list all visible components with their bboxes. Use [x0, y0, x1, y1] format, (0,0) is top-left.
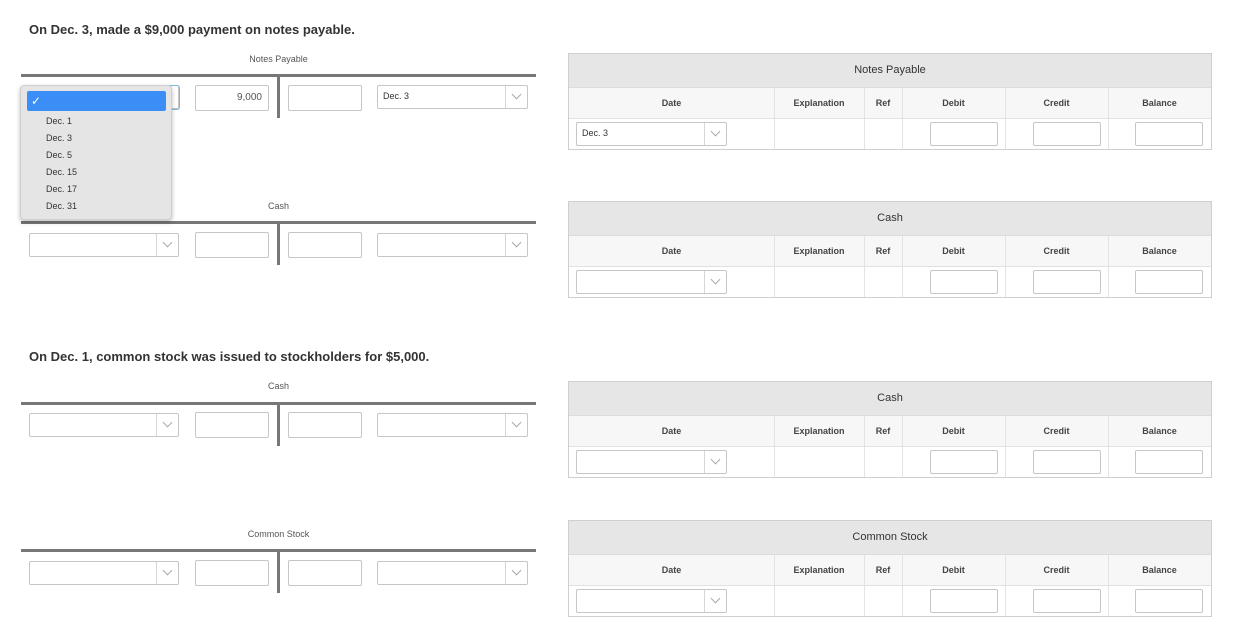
ledger-credit-input[interactable]	[1033, 450, 1101, 474]
ledger-row	[569, 447, 1211, 477]
cash-2-credit-amount-input[interactable]	[288, 412, 362, 438]
common-stock-debit-amount-input[interactable]	[195, 560, 269, 586]
dropdown-option[interactable]: Dec. 15	[46, 167, 78, 177]
chevron-down-icon	[505, 414, 527, 436]
col-ref: Ref	[875, 426, 891, 436]
select-value: Dec. 3	[582, 128, 609, 138]
ledger-column-headers	[569, 235, 1211, 267]
ledger-title: Cash	[569, 202, 1211, 235]
taccount-common-stock-title: Common Stock	[247, 529, 310, 539]
col-explanation: Explanation	[793, 98, 845, 108]
dropdown-option[interactable]: Dec. 17	[46, 184, 78, 194]
dropdown-option[interactable]: Dec. 1	[46, 116, 73, 126]
col-balance: Balance	[1142, 98, 1177, 108]
col-explanation: Explanation	[793, 426, 845, 436]
taccount-vertical-line	[277, 549, 280, 593]
chevron-down-icon	[704, 590, 726, 612]
notes-payable-credit-date-select[interactable]	[377, 85, 528, 109]
ledger-date-select[interactable]	[576, 589, 727, 613]
col-date: Date	[661, 246, 682, 256]
notes-payable-debit-amount-input[interactable]: 9,000	[195, 85, 269, 111]
col-debit: Debit	[942, 565, 965, 575]
col-credit: Credit	[1043, 565, 1070, 575]
ledger-debit-input[interactable]	[930, 122, 998, 146]
cash-1-credit-amount-input[interactable]	[288, 232, 362, 258]
ledger-date-select[interactable]	[576, 122, 727, 146]
dropdown-selected-option[interactable]	[27, 91, 166, 111]
ledger-balance-input[interactable]	[1135, 450, 1203, 474]
taccount-vertical-line	[277, 221, 280, 265]
ledger-column-headers	[569, 554, 1211, 586]
ledger-cash	[568, 381, 1212, 478]
taccount-cash-title: Cash	[267, 201, 289, 211]
common-stock-credit-date-select[interactable]	[377, 561, 528, 585]
question-2-text: On Dec. 1, common stock was issued to stockholders for $5,000.	[29, 349, 430, 364]
ledger-debit-input[interactable]	[930, 589, 998, 613]
chevron-down-icon	[505, 86, 527, 108]
dropdown-option[interactable]: Dec. 5	[46, 150, 73, 160]
dropdown-option[interactable]: Dec. 31	[46, 201, 78, 211]
chevron-down-icon	[156, 562, 178, 584]
ledger-cash	[568, 201, 1212, 298]
ledger-notes-payable	[568, 53, 1212, 150]
chevron-down-icon	[704, 451, 726, 473]
ledger-title: Common Stock	[569, 521, 1211, 554]
col-ref: Ref	[875, 98, 891, 108]
chevron-down-icon	[505, 562, 527, 584]
col-debit: Debit	[942, 246, 965, 256]
col-balance: Balance	[1142, 246, 1177, 256]
ledger-row	[569, 267, 1211, 297]
col-balance: Balance	[1142, 426, 1177, 436]
ledger-date-select[interactable]	[576, 450, 727, 474]
ledger-credit-input[interactable]	[1033, 122, 1101, 146]
col-explanation: Explanation	[793, 565, 845, 575]
select-value: Dec. 3	[383, 91, 410, 101]
col-credit: Credit	[1043, 98, 1070, 108]
taccount-vertical-line	[277, 402, 280, 446]
dropdown-option[interactable]: Dec. 3	[46, 133, 73, 143]
ledger-row	[569, 586, 1211, 616]
ledger-credit-input[interactable]	[1033, 589, 1101, 613]
ledger-title: Cash	[569, 382, 1211, 415]
col-date: Date	[661, 98, 682, 108]
taccount-notes-payable-title: Notes Payable	[249, 54, 308, 64]
ledger-debit-input[interactable]	[930, 270, 998, 294]
ledger-title: Notes Payable	[569, 54, 1211, 87]
checkmark-icon: ✓	[31, 94, 42, 108]
chevron-down-icon	[156, 414, 178, 436]
ledger-column-headers	[569, 415, 1211, 447]
taccount-cash-title: Cash	[267, 381, 289, 391]
cash-1-debit-date-select[interactable]	[29, 233, 179, 257]
chevron-down-icon	[704, 123, 726, 145]
ledger-common-stock	[568, 520, 1212, 617]
ledger-balance-input[interactable]	[1135, 270, 1203, 294]
common-stock-credit-amount-input[interactable]	[288, 560, 362, 586]
cash-2-credit-date-select[interactable]	[377, 413, 528, 437]
col-date: Date	[661, 426, 682, 436]
chevron-down-icon	[156, 234, 178, 256]
col-explanation: Explanation	[793, 246, 845, 256]
taccount-vertical-line	[277, 74, 280, 118]
col-date: Date	[661, 565, 682, 575]
question-1-text: On Dec. 3, made a $9,000 payment on notes payable.	[29, 22, 355, 37]
chevron-down-icon	[704, 271, 726, 293]
ledger-balance-input[interactable]	[1135, 589, 1203, 613]
col-credit: Credit	[1043, 426, 1070, 436]
col-balance: Balance	[1142, 565, 1177, 575]
cash-1-credit-date-select[interactable]	[377, 233, 528, 257]
col-credit: Credit	[1043, 246, 1070, 256]
col-debit: Debit	[942, 426, 965, 436]
cash-2-debit-date-select[interactable]	[29, 413, 179, 437]
cash-2-debit-amount-input[interactable]	[195, 412, 269, 438]
ledger-credit-input[interactable]	[1033, 270, 1101, 294]
ledger-date-select[interactable]	[576, 270, 727, 294]
cash-1-debit-amount-input[interactable]	[195, 232, 269, 258]
ledger-debit-input[interactable]	[930, 450, 998, 474]
ledger-column-headers	[569, 87, 1211, 119]
date-dropdown-menu[interactable]	[20, 85, 172, 220]
ledger-balance-input[interactable]	[1135, 122, 1203, 146]
common-stock-debit-date-select[interactable]	[29, 561, 179, 585]
chevron-down-icon	[505, 234, 527, 256]
notes-payable-credit-amount-input[interactable]	[288, 85, 362, 111]
ledger-row	[569, 119, 1211, 149]
col-ref: Ref	[875, 246, 891, 256]
col-debit: Debit	[942, 98, 965, 108]
col-ref: Ref	[875, 565, 891, 575]
